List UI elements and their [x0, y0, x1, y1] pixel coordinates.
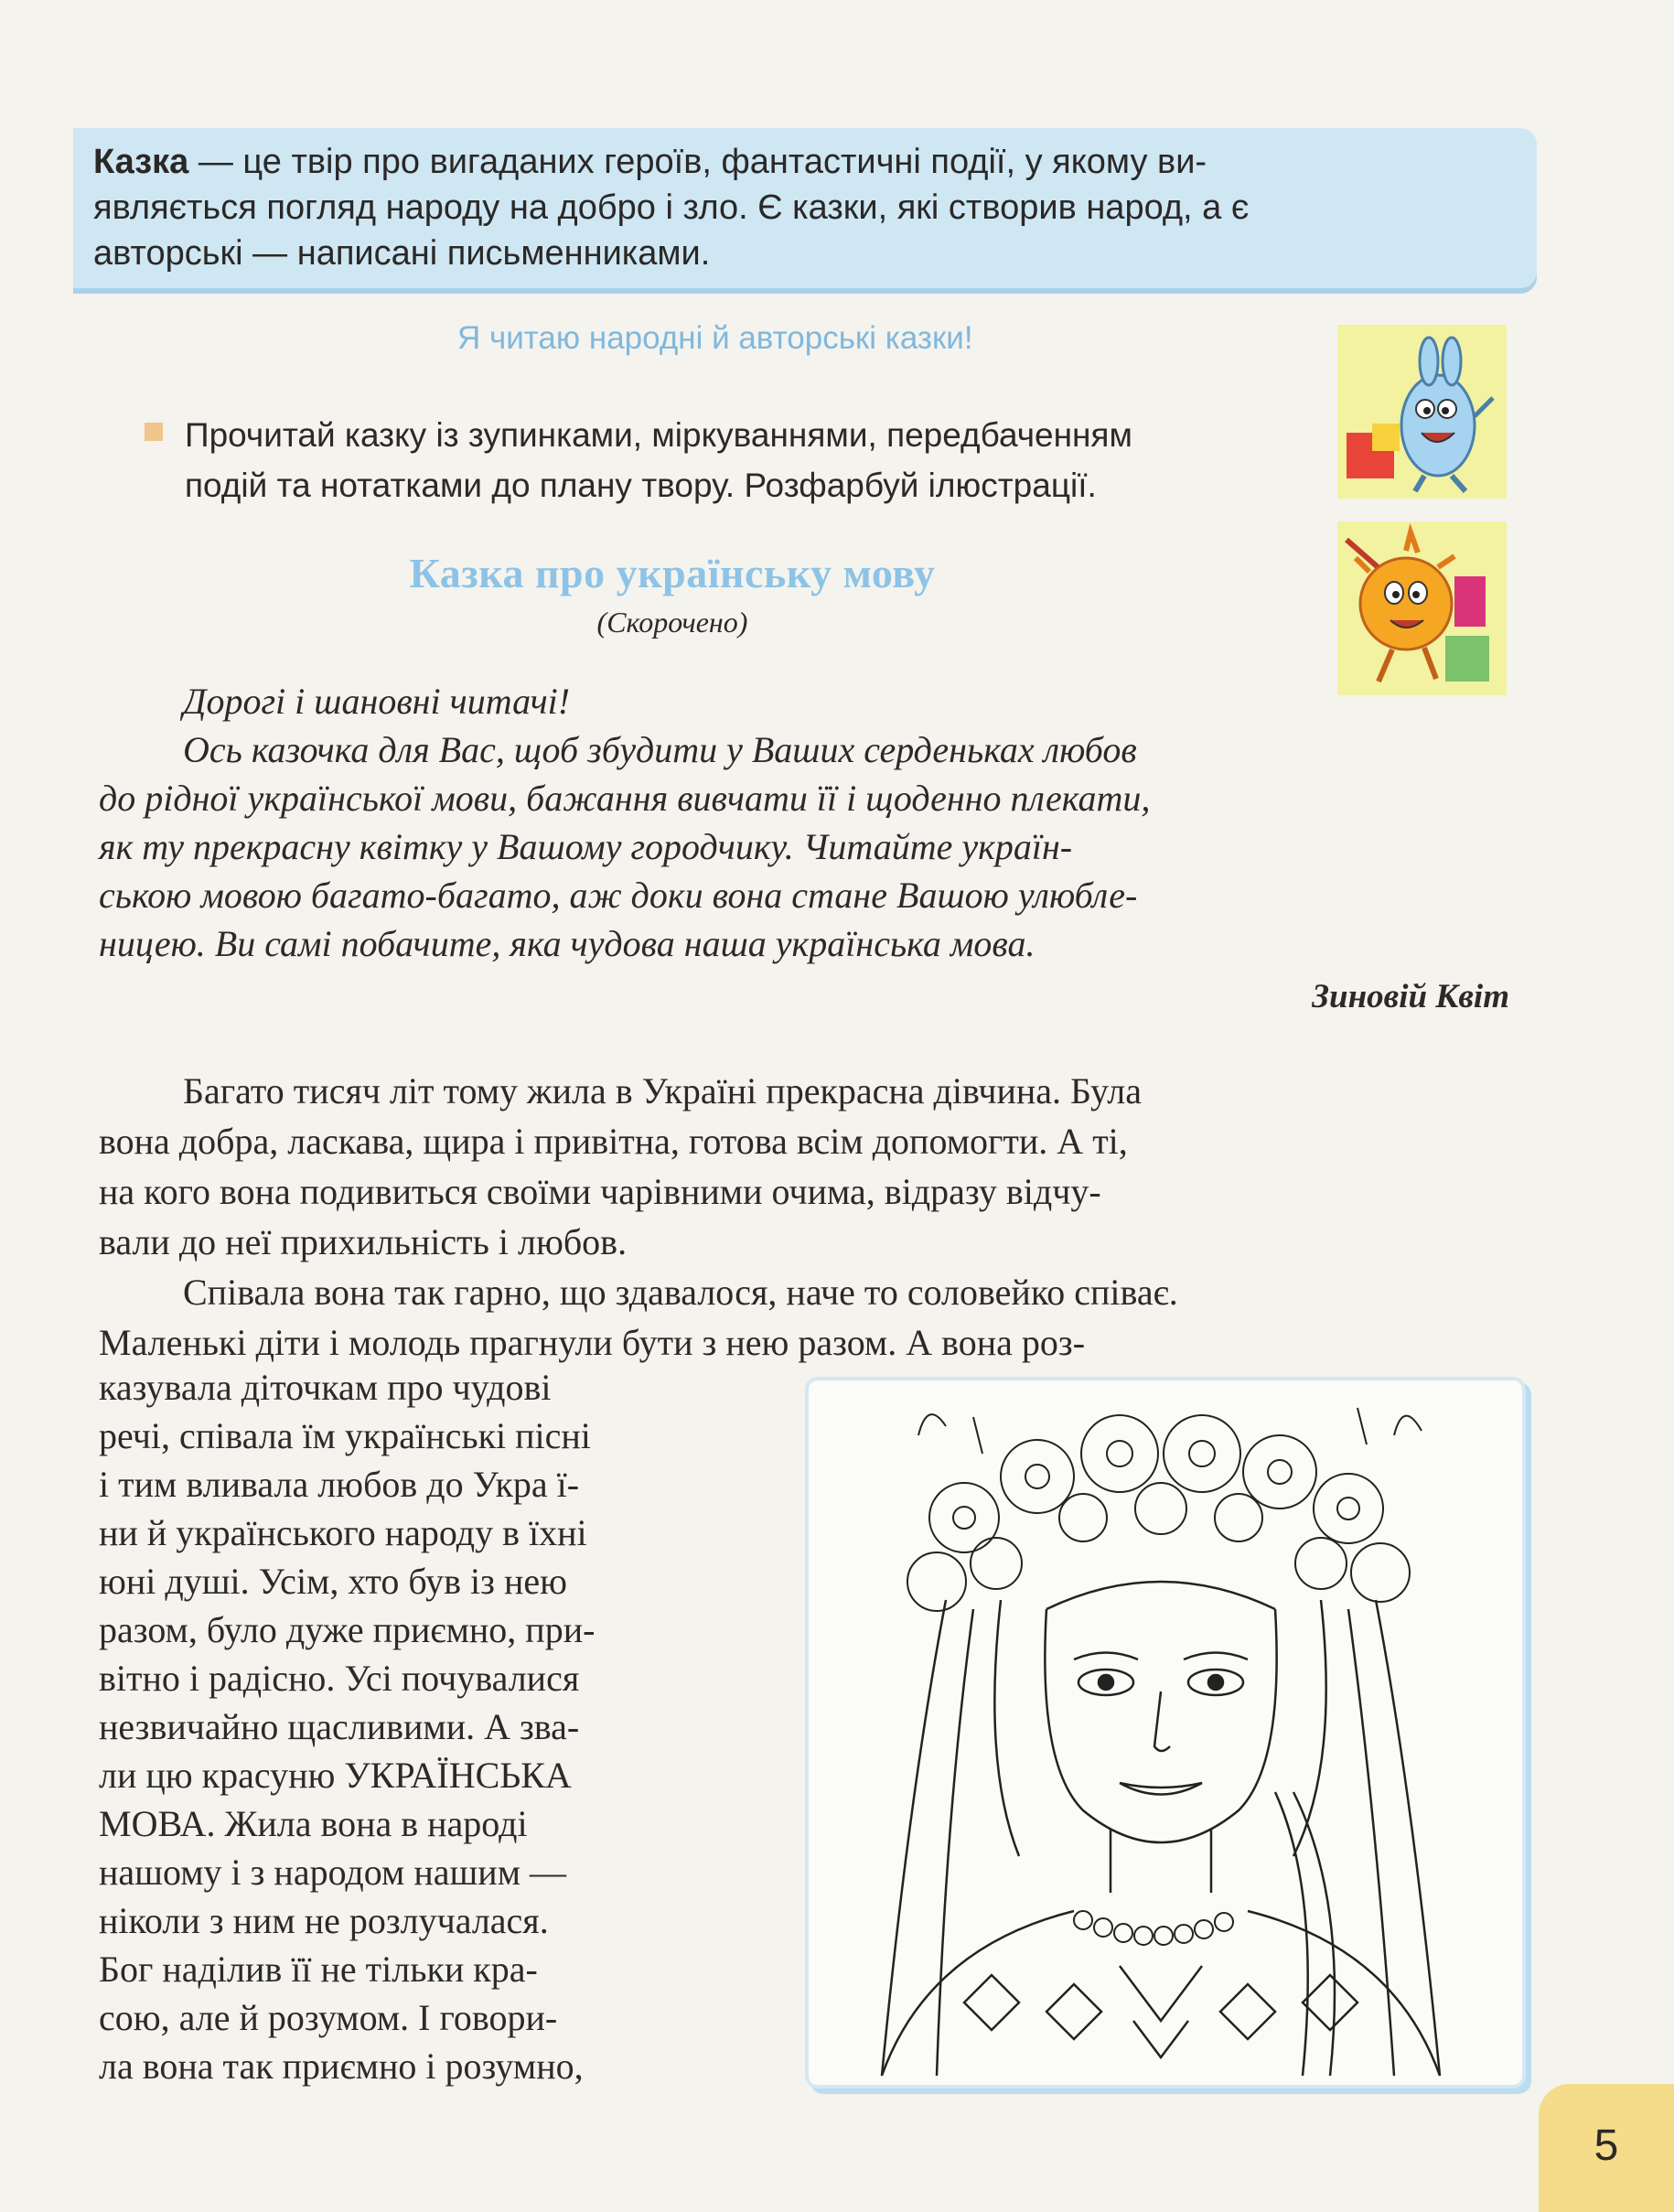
girl-with-flower-wreath-coloring-icon [805, 1377, 1526, 2089]
definition-term: Казка [93, 143, 189, 181]
foreword-line: як ту прекрасну квітку у Вашому городчику. Читайте україн- [99, 826, 1073, 867]
blue-bunny-mascot-icon [1337, 325, 1507, 499]
column-line: юні душі. Усім, хто був із нею [99, 1561, 567, 1602]
definition-line-1-rest: — це твір про вигаданих героїв, фантастичні події, у якому ви- [188, 143, 1207, 181]
body-line: Багато тисяч літ тому жила в Україні прекрасна дівчина. Була [183, 1070, 1142, 1111]
body-line: вали до неї прихильність і любов. [99, 1221, 628, 1262]
column-line: казувала діточкам про чудові [99, 1367, 552, 1408]
column-line: сою, але й розумом. І говори- [99, 1997, 558, 2038]
story-column-text [99, 1363, 767, 2090]
column-line: ла вона так приємно і розумно, [99, 2046, 584, 2087]
definition-line-1 [93, 139, 1502, 185]
section-heading: Я читаю народні й авторські казки! [457, 320, 973, 356]
definition-text [93, 139, 1502, 276]
column-line: вітно і радісно. Усі почувалися [99, 1658, 580, 1699]
story-body [99, 1066, 1508, 1368]
foreword-signature: Зиновій Квіт [1312, 978, 1509, 1015]
column-line: незвичайно щасливими. А зва- [99, 1706, 580, 1747]
foreword-line: ською мовою багато-багато, аж доки вона стане Вашою улюбле- [99, 875, 1138, 916]
foreword-line: Дорогі і шановні читачі! [183, 681, 571, 722]
task-instruction [146, 410, 1299, 510]
column-line: нашому і з народом нашим — [99, 1852, 567, 1893]
foreword-line: Ось казочка для Вас, щоб збудити у Ваших серденьках любов [183, 729, 1137, 770]
column-line: МОВА. Жила вона в народі [99, 1803, 528, 1844]
definition-box [73, 128, 1537, 288]
story-title: Казка про українську мову [409, 550, 936, 596]
column-line: речі, співала їм українські пісні [99, 1415, 591, 1456]
square-bullet-icon [145, 423, 163, 441]
definition-line-2: являється погляд народу на добро і зло. Є казки, які створив народ, а є [93, 188, 1250, 227]
body-line: Маленькі діти і молодь прагнули бути з нею разом. А вона роз- [99, 1322, 1086, 1363]
column-line: ли цю красуню УКРАЇНСЬКА [99, 1755, 572, 1796]
body-line: Співала вона так гарно, що здавалося, наче то соловейко співає. [183, 1272, 1178, 1313]
column-line: разом, було дуже приємно, при- [99, 1609, 596, 1650]
task-line-2: подій та нотатками до плану твору. Розфарбуй ілюстрації. [185, 467, 1097, 504]
orange-sun-mascot-icon [1337, 521, 1507, 695]
body-line: вона добра, ласкава, щира і привітна, готова всім допомогти. А ті, [99, 1121, 1128, 1162]
column-line: ніколи з ним не розлучалася. [99, 1900, 549, 1941]
column-line: ни й українського народу в їхні [99, 1512, 587, 1553]
body-line: на кого вона подивиться своїми чарівними очима, відразу відчу- [99, 1171, 1101, 1212]
foreword [99, 677, 1508, 968]
story-subtitle: (Скорочено) [596, 606, 748, 639]
column-line: Бог наділив її не тільки кра- [99, 1949, 538, 1990]
foreword-line: ницею. Ви самі побачите, яка чудова наша українська мова. [99, 923, 1036, 964]
task-text [185, 410, 1299, 510]
column-line: і тим вливала любов до Укра ї- [99, 1464, 580, 1505]
foreword-line: до рідної української мови, бажання вивчати її і щоденно плекати, [99, 778, 1151, 819]
task-line-1: Прочитай казку із зупинками, міркуваннями, передбаченням [185, 416, 1132, 454]
definition-line-3: авторські — написані письменниками. [93, 234, 711, 273]
page-number-tab [1539, 2084, 1674, 2212]
page-number: 5 [1594, 2121, 1619, 2170]
